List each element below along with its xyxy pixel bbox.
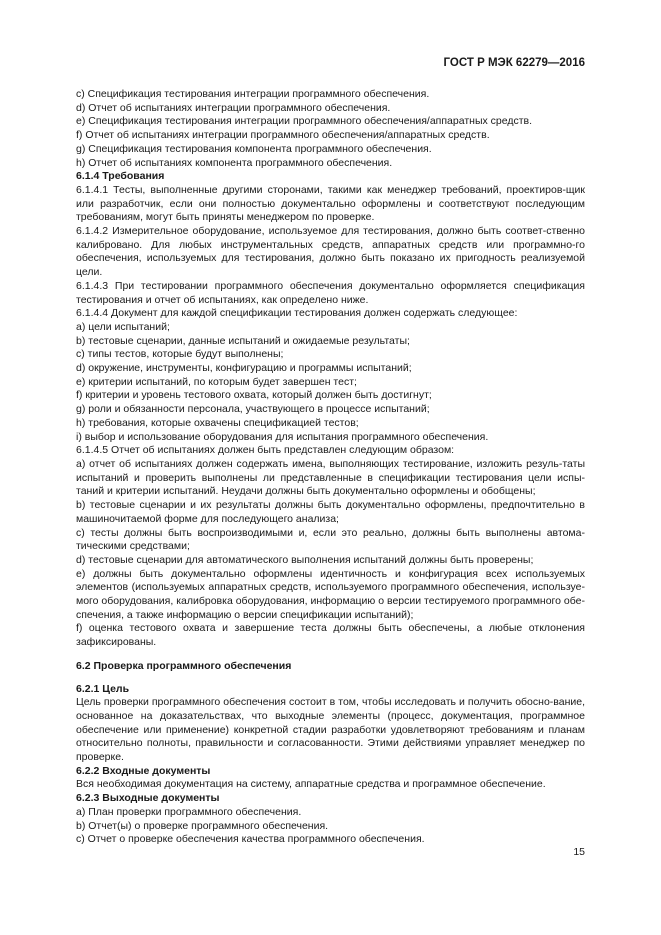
list-item: f) критерии и уровень тестового охвата, который должен быть достигнут; <box>76 389 432 402</box>
list-item: b) тестовые сценарии, данные испытаний и ожидаемые результаты; <box>76 334 410 347</box>
list-item: b) Отчет(ы) о проверке программного обеспечения. <box>76 819 329 832</box>
list-item: h) требования, которые охвачены спецификацией тестов; <box>76 416 359 429</box>
list-item: c) тесты должны быть воспроизводимыми и, если это реально, должны быть выполнены автома-тическими средствами; <box>76 526 585 553</box>
list-item: g) Спецификация тестирования компонента программного обеспечения. <box>76 142 432 155</box>
section-heading-6-2-2: 6.2.2 Входные документы <box>76 764 211 777</box>
list-item: d) окружение, инструменты, конфигурацию и программы испытаний; <box>76 362 412 375</box>
section-heading-6-2-1: 6.2.1 Цель <box>76 682 130 695</box>
document-code: ГОСТ Р МЭК 62279—2016 <box>443 57 585 69</box>
page-number: 15 <box>573 846 585 858</box>
list-item: f) Отчет об испытаниях интеграции программного обеспечения/аппаратных средств. <box>76 129 490 142</box>
list-item: e) Спецификация тестирования интеграции программного обеспечения/аппаратных средств. <box>76 115 533 128</box>
section-heading-6-1-4: 6.1.4 Требования <box>76 170 165 183</box>
paragraph: 6.1.4.2 Измерительное оборудование, используемое для тестирования, должно быть соответ-ственно калибровано. Для любых инструментальных средств, аппаратных средств или программно-го обеспечения, используемых для тестирования, должно быть показано их пригодность реализуемой цели. <box>76 225 585 279</box>
paragraph: Вся необходимая документация на систему, аппаратные средства и программное обеспечение. <box>76 778 546 791</box>
paragraph: 6.1.4.3 При тестировании программного обеспечения документально оформляется спецификация тестирования и отчет об испытаниях, как определено ниже. <box>76 279 585 306</box>
paragraph: Цель проверки программного обеспечения состоит в том, чтобы исследовать и получить обосно-вание, основанное на доказательствах, что выходные элементы (процесс, документация, программное обеспечение или применение) конкретной стадии разработки удовлетворяют требованиям и планам относительно полноты, правильности и согласованности. Этими действиями управляет менеджер по проверке. <box>76 696 585 764</box>
list-item: c) Спецификация тестирования интеграции программного обеспечения. <box>76 88 430 100</box>
page-content <box>76 88 585 847</box>
list-item: a) План проверки программного обеспечения. <box>76 805 302 818</box>
list-item: c) Отчет о проверке обеспечения качества программного обеспечения. <box>76 833 425 846</box>
list-item: e) критерии испытаний, по которым будет завершен тест; <box>76 375 357 388</box>
paragraph: 6.1.4.4 Документ для каждой спецификации тестирования должен содержать следующее: <box>76 307 518 320</box>
section-heading-6-2-3: 6.2.3 Выходные документы <box>76 792 220 805</box>
list-item: h) Отчет об испытаниях компонента программного обеспечения. <box>76 156 393 169</box>
list-item: f) оценка тестового охвата и завершение теста должны быть обеспечены, а любые отклонения зафиксированы. <box>76 622 585 649</box>
list-item: i) выбор и использование оборудования для испытания программного обеспечения. <box>76 430 489 443</box>
list-item: e) должны быть документально оформлены идентичность и конфигурация всех используемых элементов (используемых аппаратных средств, используемого программного обеспечения, используе-мого оборудования, калибровка оборудования, информацию о версии тестируемого программного обе-спечения, а также информацию о версии спецификации испытаний); <box>76 567 585 621</box>
list-item: d) тестовые сценарии для автоматического выполнения испытаний должны быть проверены; <box>76 553 534 566</box>
paragraph: 6.1.4.1 Тесты, выполненные другими сторонами, такими как менеджер требований, проектиров-щик или разработчик, если они полностью документально оформлены и соответствуют последующим требованиям, могут быть приняты менеджером по проверке. <box>76 183 585 224</box>
list-item: b) тестовые сценарии и их результаты должны быть документально оформлены, предпочтительно в машиночитаемой форме для последующего анализа; <box>76 499 585 525</box>
list-item: a) цели испытаний; <box>76 320 170 333</box>
paragraph: 6.1.4.5 Отчет об испытаниях должен быть представлен следующим образом: <box>76 444 455 457</box>
list-item: d) Отчет об испытаниях интеграции программного обеспечения. <box>76 101 391 114</box>
list-item: g) роли и обязанности персонала, участвующего в процессе испытаний; <box>76 403 430 416</box>
list-item: c) типы тестов, которые будут выполнены; <box>76 348 284 361</box>
section-heading-6-2: 6.2 Проверка программного обеспечения <box>76 659 292 672</box>
list-item: a) отчет об испытаниях должен содержать имена, выполняющих тестирование, изложить резуль-таты испытаний и проверить выполнены ли представленные в спецификации тестирования цели испы-таний и критерии испытаний. Неудачи должны быть документально оформлены и обобщены; <box>76 457 585 498</box>
